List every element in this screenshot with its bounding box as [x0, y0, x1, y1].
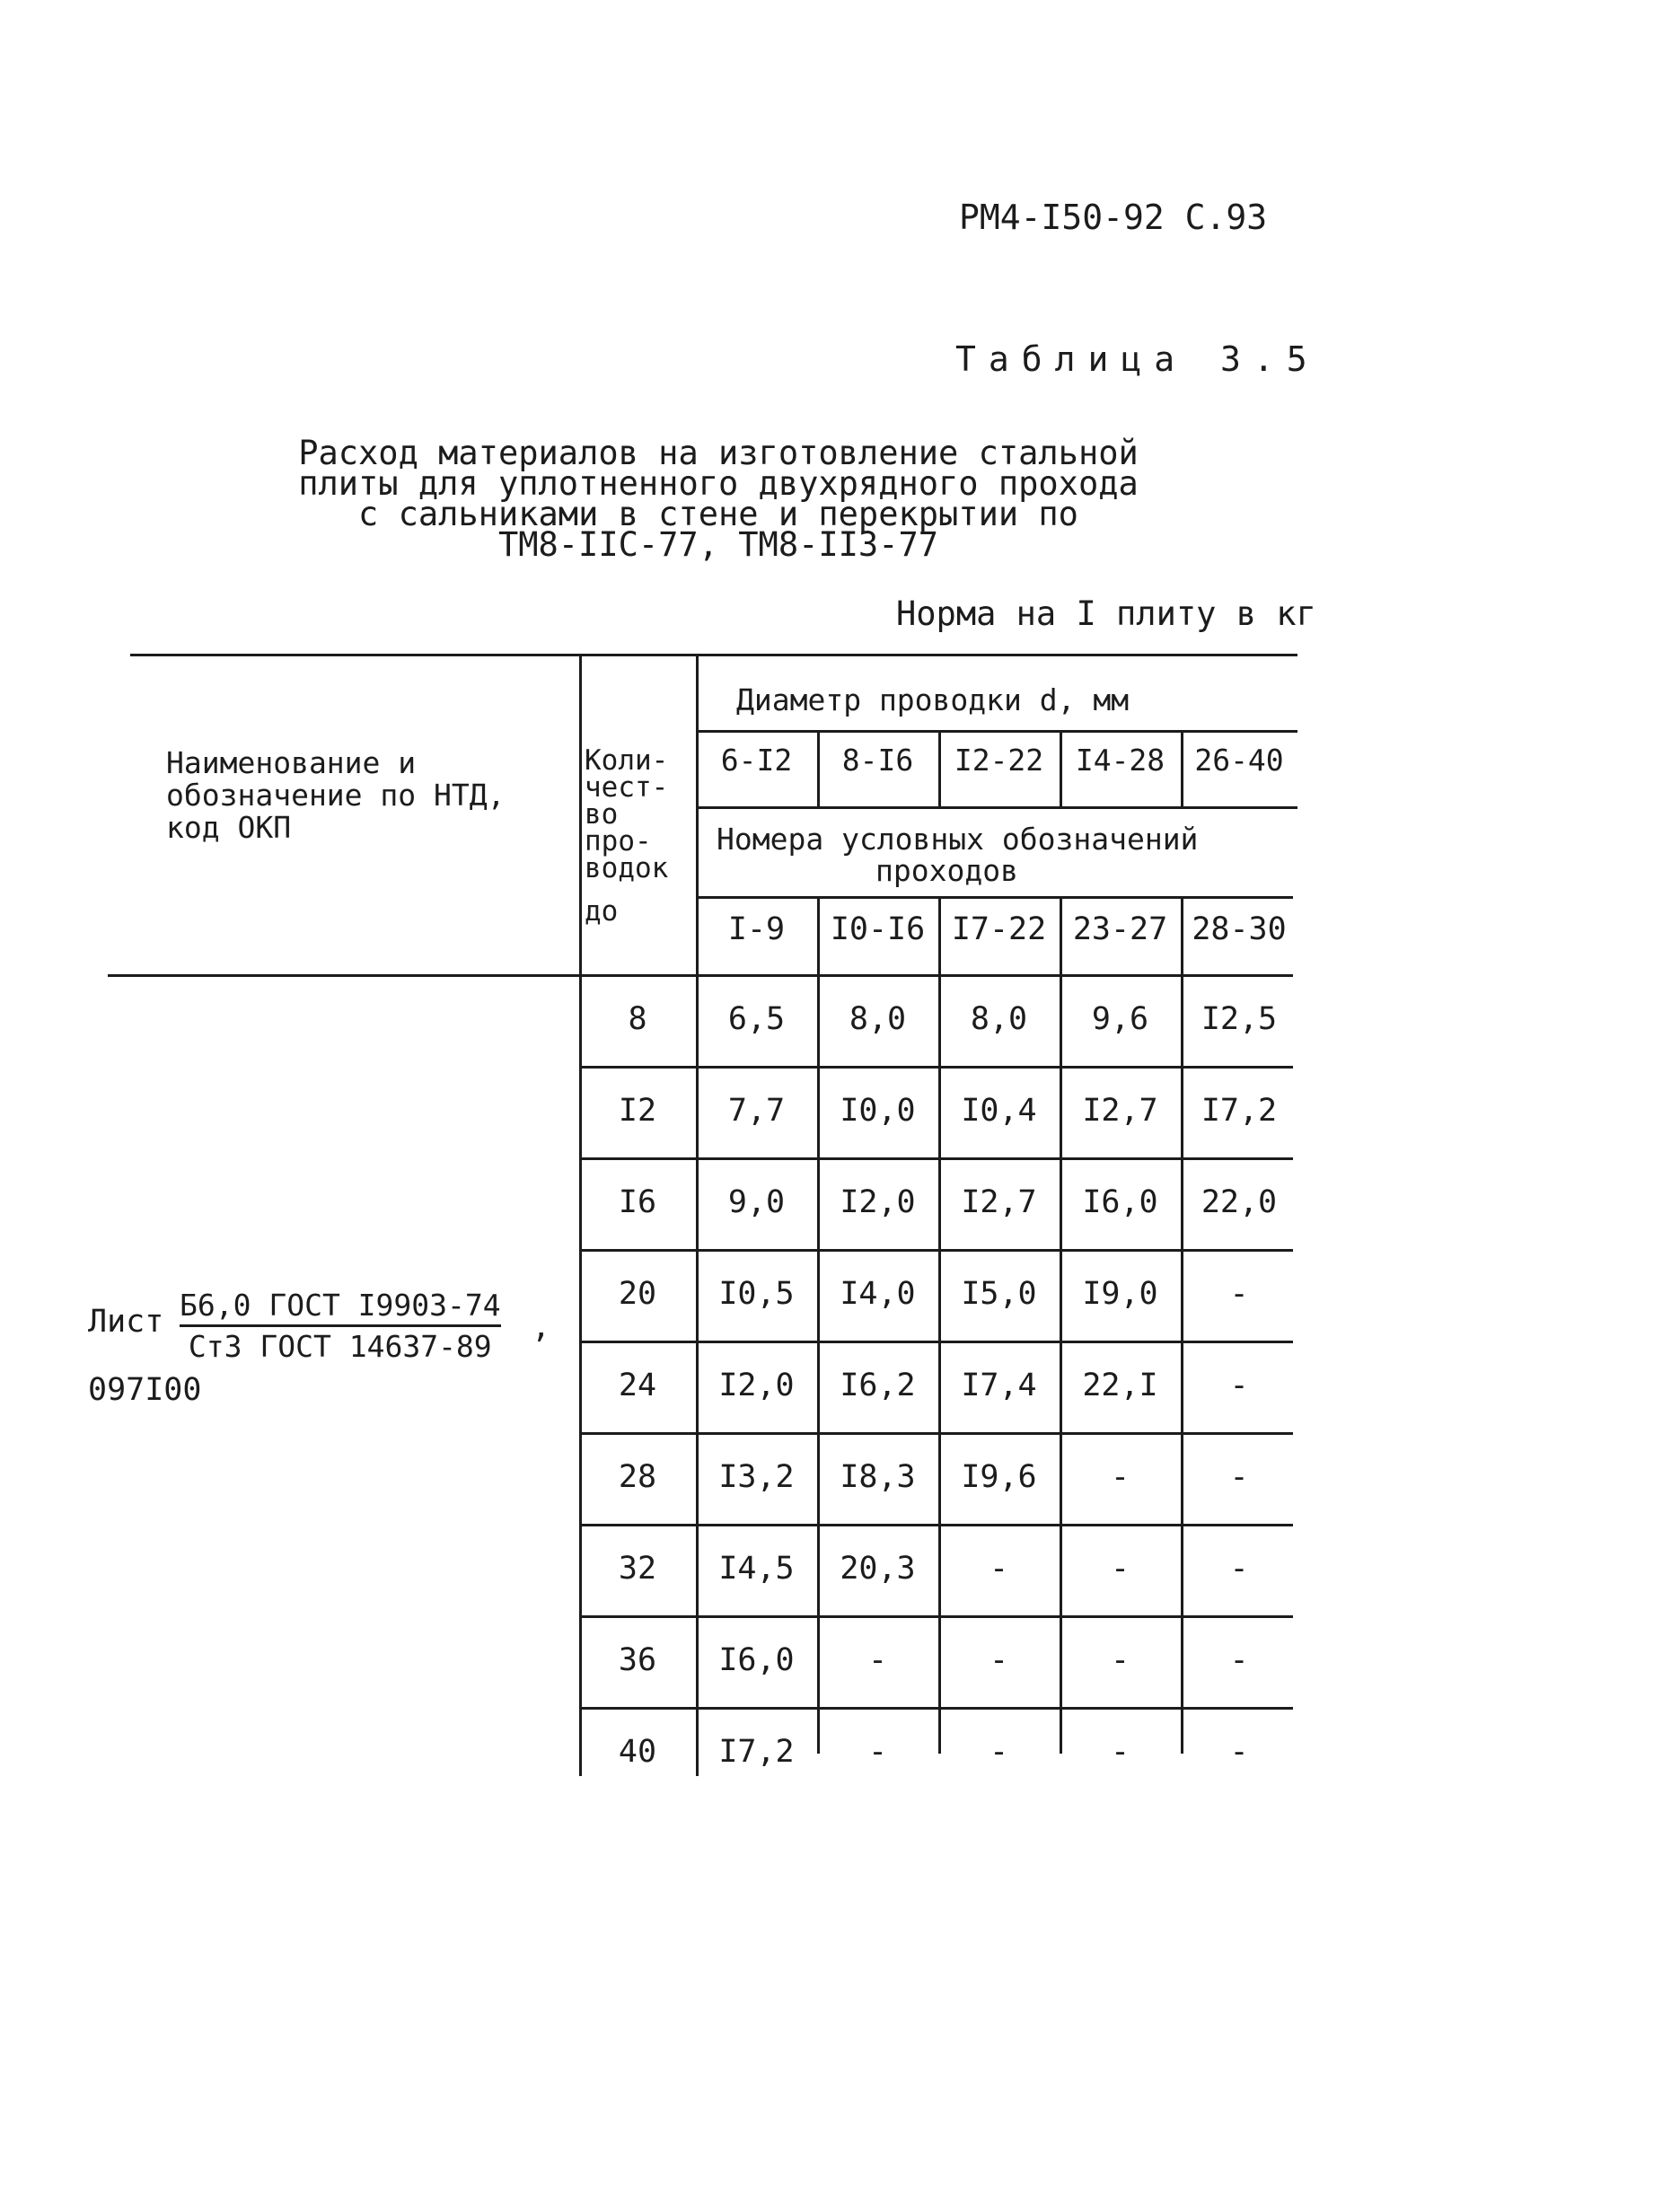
mass-value: - [1110, 1551, 1130, 1587]
diameter-range: I4-28 [1075, 743, 1165, 778]
document-code: РМ4-I50-92 С.93 [959, 198, 1268, 237]
mass-value: 7,7 [727, 1093, 786, 1129]
mass-value: I7,2 [1201, 1093, 1278, 1129]
material-suffix: , [532, 1309, 551, 1345]
mass-value: - [1229, 1459, 1249, 1495]
mass-value: - [1229, 1551, 1249, 1587]
material-prefix: Лист [88, 1304, 164, 1340]
diameter-rule-bottom [696, 806, 1297, 809]
table-label: Таблица 3.5 [955, 339, 1320, 379]
mass-value: - [1110, 1734, 1130, 1770]
mass-value: - [989, 1642, 1009, 1678]
diameter-range: 6-I2 [720, 743, 793, 778]
mass-value: - [1229, 1734, 1249, 1770]
mass-value: I2,7 [1082, 1093, 1158, 1129]
row-rule [579, 1157, 1293, 1160]
mass-value: - [1110, 1642, 1130, 1678]
mass-value: I9,0 [1082, 1276, 1158, 1312]
mass-value: - [989, 1551, 1009, 1587]
count-header-line: до [585, 895, 619, 928]
mass-value: - [1229, 1276, 1249, 1312]
pass-count: 36 [618, 1642, 657, 1678]
row-rule [579, 1707, 1293, 1710]
pass-numbers: I7-22 [951, 911, 1047, 947]
mass-value: 22,I [1082, 1368, 1158, 1403]
name-header-line: обозначение по НТД, [166, 778, 506, 813]
count-header-line: во [585, 798, 619, 831]
mass-value: I0,0 [840, 1093, 916, 1129]
diameter-rule-top [696, 730, 1297, 733]
mass-value: - [1229, 1642, 1249, 1678]
mass-value: - [1110, 1459, 1130, 1495]
row-rule [579, 1341, 1293, 1343]
mass-value: I2,0 [718, 1368, 795, 1403]
pass-count: I2 [618, 1093, 657, 1129]
mass-value: I9,6 [961, 1459, 1037, 1495]
mass-value: 6,5 [727, 1001, 786, 1037]
mass-value: I7,2 [718, 1734, 795, 1770]
pass-numbers: I-9 [727, 911, 786, 947]
okp-code: 097I00 [88, 1372, 202, 1408]
mass-value: I2,5 [1201, 1001, 1278, 1037]
mass-value: - [1229, 1368, 1249, 1403]
pass-count: 8 [628, 1001, 647, 1037]
count-header-line: Коли- [585, 744, 669, 777]
row-rule [579, 1066, 1293, 1069]
mass-value: - [867, 1642, 888, 1678]
mass-value: 8,0 [970, 1001, 1028, 1037]
mass-value: - [867, 1734, 888, 1770]
pass-count: 20 [618, 1276, 657, 1312]
diameter-header: Диаметр проводки d, мм [736, 682, 1130, 717]
mass-value: I2,7 [961, 1184, 1037, 1220]
material-denominator: Ст3 ГОСТ 14637-89 [188, 1329, 492, 1364]
mass-value: I2,0 [840, 1184, 916, 1220]
mass-value: 22,0 [1201, 1184, 1278, 1220]
mass-value: I0,4 [961, 1093, 1037, 1129]
count-header-line: водок [585, 852, 669, 884]
mass-value: 20,3 [840, 1551, 916, 1587]
pass-count: I6 [618, 1184, 657, 1220]
mass-value: I6,0 [1082, 1184, 1158, 1220]
title-line: с сальниками в стене и перекрытии по [358, 495, 1078, 533]
mass-value: 8,0 [849, 1001, 907, 1037]
mass-value: I5,0 [961, 1276, 1037, 1312]
pass-numbers: 23-27 [1072, 911, 1168, 947]
title-line: Расход материалов на изготовление стальной [298, 434, 1139, 472]
pass-count: 32 [618, 1551, 657, 1587]
pass-numbers: 28-30 [1192, 911, 1287, 947]
count-header-line: про- [585, 825, 652, 858]
pass-count: 40 [618, 1734, 657, 1770]
numbers-header-line: Номера условных обозначений [717, 822, 1199, 857]
diameter-range: 8-I6 [841, 743, 914, 778]
table-title [269, 434, 1167, 564]
mass-value: I6,0 [718, 1642, 795, 1678]
name-header-line: код ОКП [166, 810, 292, 845]
numbers-rule [696, 896, 1293, 899]
mass-value: - [989, 1734, 1009, 1770]
row-rule [579, 1249, 1293, 1252]
mass-value: I7,4 [961, 1368, 1037, 1403]
diameter-range: 26-40 [1194, 743, 1284, 778]
material-fraction [180, 1288, 501, 1364]
mass-value: 9,0 [727, 1184, 786, 1220]
mass-value: I8,3 [840, 1459, 916, 1495]
mass-value: I4,5 [718, 1551, 795, 1587]
title-line: ТМ8-IIС-77, ТМ8-II3-77 [497, 525, 939, 564]
header-bottom-rule [108, 974, 1293, 977]
pass-numbers: I0-I6 [830, 911, 926, 947]
mass-value: 9,6 [1091, 1001, 1149, 1037]
norm-note: Норма на I плиту в кг [896, 594, 1316, 633]
row-rule [579, 1615, 1293, 1618]
mass-value: I4,0 [840, 1276, 916, 1312]
row-rule [579, 1432, 1293, 1435]
name-header-line: Наименование и [166, 745, 417, 780]
title-line: плиты для уплотненного двухрядного прохода [298, 464, 1139, 503]
diameter-range: I2-22 [954, 743, 1044, 778]
table-top-rule [130, 654, 1297, 656]
pass-count: 24 [618, 1368, 657, 1403]
material-numerator: Б6,0 ГОСТ I9903-74 [180, 1288, 501, 1327]
mass-value: I0,5 [718, 1276, 795, 1312]
pass-count: 28 [618, 1459, 657, 1495]
row-rule [579, 1524, 1293, 1526]
mass-value: I6,2 [840, 1368, 916, 1403]
count-header-line: чест- [585, 771, 669, 804]
numbers-header-line: проходов [875, 853, 1018, 888]
mass-value: I3,2 [718, 1459, 795, 1495]
